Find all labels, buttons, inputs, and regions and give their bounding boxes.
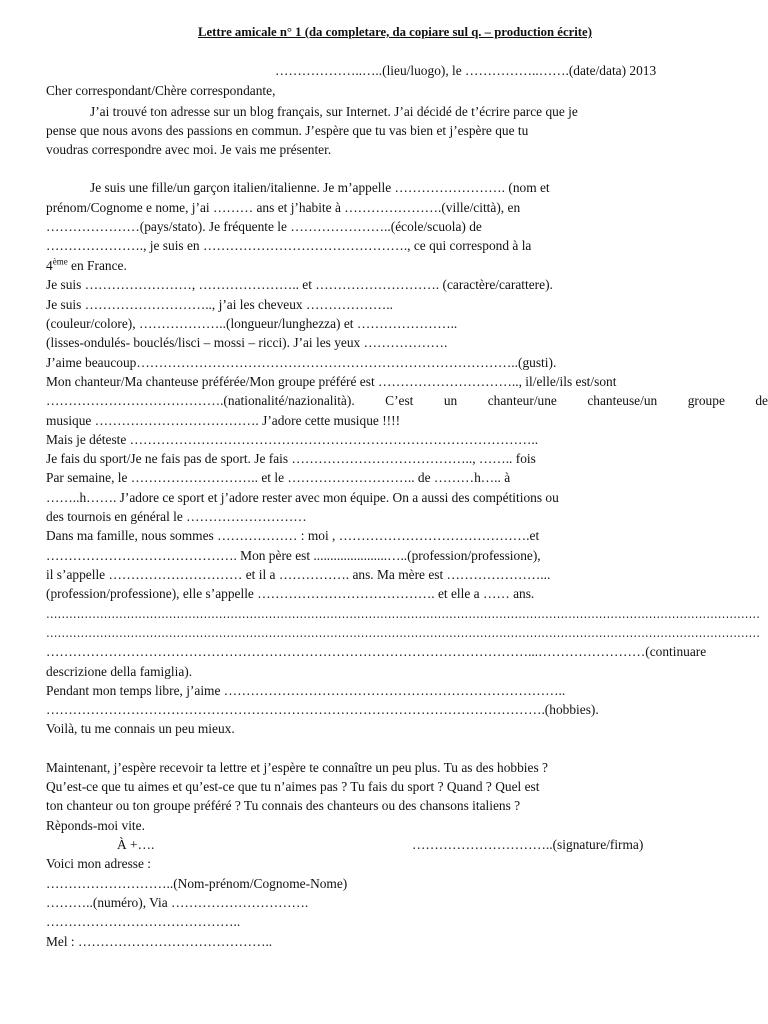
singer-line: Mon chanteur/Ma chanteuse préférée/Mon groupe préféré est ………………………….., il/elle/ils est/sont xyxy=(46,374,617,389)
closing-line: Rèponds-moi vite. xyxy=(46,818,145,833)
intro-line: pense que nous avons des passions en commun. J’espère que tu vas bien et j’espère que tu xyxy=(46,123,529,138)
dislikes-line: Mais je déteste ……………………………………………………………………………….. xyxy=(46,432,539,447)
closing-line: ton chanteur ou ton groupe préféré ? Tu connais des chanteurs ou des chansons italiens ? xyxy=(46,798,521,813)
salutation: Cher correspondant/Chère correspondante, xyxy=(46,83,276,98)
music-line: musique ………………………………. J’adore cette musique !!!! xyxy=(46,413,401,428)
address-line: …………………………………….. xyxy=(46,914,241,929)
appearance-line: (lisses-ondulés- bouclés/lisci – mossi – ricci). J’ai les yeux ………………. xyxy=(46,335,448,350)
family-line: il s’appelle ………………………… et il a ……………. ans. Ma mère est …………………... xyxy=(46,567,551,582)
presentation-line: prénom/Cognome e nome, j’ai ……… ans et j’habite à ………………….(ville/città), en xyxy=(46,200,521,215)
sport-line: Par semaine, le ……………………….. et le ……………………….. de ………h….. à xyxy=(46,470,511,485)
blank-line: …………………………………………………………………………………………………………………………………………………………………… xyxy=(46,606,760,621)
sport-line: ……..h……. J’adore ce sport et j’adore rester avec mon équipe. On a aussi des compétitions ou xyxy=(46,490,559,505)
presentation-line: …………………(pays/stato). Je fréquente le …………………..(école/scuola) de xyxy=(46,219,482,234)
presentation-line: …………………., je suis en ………………………………………., ce qui correspond à la xyxy=(46,238,532,253)
family-note: descrizione della famiglia). xyxy=(46,664,193,679)
family-line: Dans ma famille, nous sommes ……………… : moi , …………………………………….et xyxy=(46,528,540,543)
signature-line: …………………………..(signature/firma) xyxy=(412,837,644,852)
page-title: Lettre amicale n° 1 (da completare, da copiare sul q. – production écrite) xyxy=(198,25,592,39)
grade-number: 4 xyxy=(46,258,53,273)
closing-line: Qu’est-ce que tu aimes et qu’est-ce que tu n’aimes pas ? Tu fais du sport ? Quand ? Quel est xyxy=(46,779,540,794)
closing-line: Maintenant, j’espère recevoir ta lettre et j’espère te connaître un peu plus. Tu as des hobbies ? xyxy=(46,760,548,775)
grade-line xyxy=(46,258,127,274)
family-line: ……………………………………. Mon père est ......................…..(profession/professione), xyxy=(46,548,541,563)
intro-line: voudras correspondre avec moi. Je vais me présenter. xyxy=(46,142,332,157)
grade-text: en France. xyxy=(67,258,127,273)
address-intro: Voici mon adresse : xyxy=(46,856,151,871)
blank-line: ………………………………………………………………………………………………...……………………(continuare xyxy=(46,644,707,659)
address-line: ………………………..(Nom-prénom/Cognome-Nome) xyxy=(46,876,348,891)
likes-line: J’aime beaucoup…………………………………………………………………………..(gusti). xyxy=(46,355,557,370)
signoff: À +…. xyxy=(117,837,155,852)
presentation-line: Je suis une fille/un garçon italien/italienne. Je m’appelle ……………………. (nom et xyxy=(90,180,550,195)
singer-line: ………………………………….(nationalité/nazionalità). C’est un chanteur/une chanteuse/un groupe de xyxy=(46,393,768,408)
address-line: ………..(numéro), Via …………………………. xyxy=(46,895,309,910)
family-line: (profession/professione), elle s’appelle …………………………………. et elle a …… ans. xyxy=(46,586,535,601)
intro-line: J’ai trouvé ton adresse sur un blog français, sur Internet. J’ai décidé de t’écrire parce que je xyxy=(90,104,578,119)
blank-line: …………………………………………………………………………………………………………………………………………………………………… xyxy=(46,625,760,640)
character-line: Je suis ……………………, ………………….. et ………………………. (caractère/carattere). xyxy=(46,277,553,292)
hobbies-line: ………………………………………………………………………………………………….(hobbies). xyxy=(46,702,599,717)
sport-line: des tournois en général le ……………………… xyxy=(46,509,307,524)
hobbies-line: Pendant mon temps libre, j’aime ………………………………………………………………….. xyxy=(46,683,566,698)
place-date-line: ………………..…..(lieu/luogo), le ……………..…….(date/data) 2013 xyxy=(275,63,657,78)
appearance-line: (couleur/colore), ………………..(longueur/lunghezza) et ………………….. xyxy=(46,316,458,331)
appearance-line: Je suis ……………………….., j’ai les cheveux ……………….. xyxy=(46,297,394,312)
conclusion-line: Voilà, tu me connais un peu mieux. xyxy=(46,721,235,736)
sport-line: Je fais du sport/Je ne fais pas de sport. Je fais ………………………………….., …….. fois xyxy=(46,451,536,466)
email-line: Mel : …………………………………….. xyxy=(46,934,273,949)
grade-superscript: ème xyxy=(52,256,68,267)
